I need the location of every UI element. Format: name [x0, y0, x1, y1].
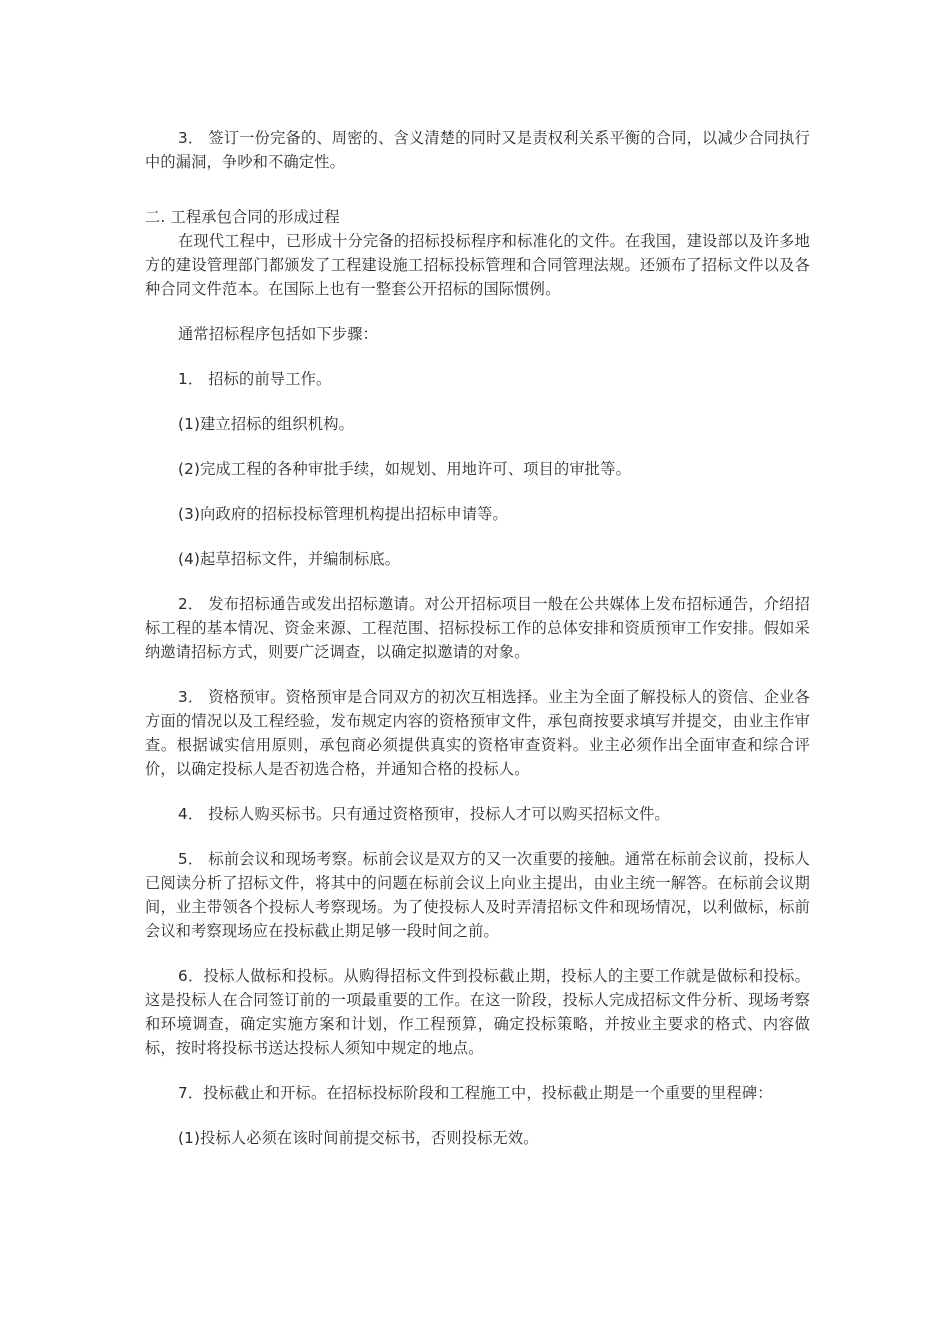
- section-heading: 二. 工程承包合同的形成过程: [145, 208, 340, 226]
- paragraph-item-3-contract: 3． 签订一份完备的、周密的、含义清楚的同时又是责权利关系平衡的合同，以减少合同执行中的漏洞，争吵和不确定性。: [145, 129, 810, 171]
- list-item-step-7-1: (1)投标人必须在该时间前提交标书，否则投标无效。: [178, 1129, 539, 1147]
- list-item-step-1-3: (3)向政府的招标投标管理机构提出招标申请等。: [178, 505, 508, 523]
- list-item-step-1: 1． 招标的前导工作。: [178, 370, 332, 388]
- list-item-step-1-4: (4)起草招标文件，并编制标底。: [178, 550, 401, 568]
- paragraph-intro: 在现代工程中，已形成十分完备的招标投标程序和标准化的文件。在我国，建设部以及许多地方的建设管理部门都颁发了工程建设施工招标投标管理和合同管理法规。还颁布了招标文件以及各种合同文件范本。在国际上也有一整套公开招标的国际惯例。: [145, 232, 810, 298]
- spacer: [145, 195, 810, 205]
- list-item-step-6: 6．投标人做标和投标。从购得招标文件到投标截止期，投标人的主要工作就是做标和投标。这是投标人在合同签订前的一项最重要的工作。在这一阶段，投标人完成招标文件分析、现场考察和环境调查，确定实施方案和计划，作工程预算，确定投标策略，并按业主要求的格式、内容做标，按时将投标书送达投标人须知中规定的地点。: [145, 967, 810, 1057]
- list-item-step-3: 3． 资格预审。资格预审是合同双方的初次互相选择。业主为全面了解投标人的资信、企业各方面的情况以及工程经验，发布规定内容的资格预审文件，承包商按要求填写并提交，由业主作审查。根据诚实信用原则，承包商必须提供真实的资格审查资料。业主必须作出全面审查和综合评价，以确定投标人是否初选合格，并通知合格的投标人。: [145, 688, 810, 778]
- list-item-step-2: 2． 发布招标通告或发出招标邀请。对公开招标项目一般在公共媒体上发布招标通告，介绍招标工程的基本情况、资金来源、工程范围、招标投标工作的总体安排和资质预审工作安排。假如采纳邀请招标方式，则要广泛调查，以确定拟邀请的对象。: [145, 595, 810, 661]
- paragraph-steps-intro: 通常招标程序包括如下步骤：: [178, 325, 379, 343]
- list-item-step-1-1: (1)建立招标的组织机构。: [178, 415, 354, 433]
- list-item-step-1-2: (2)完成工程的各种审批手续，如规划、用地许可、项目的审批等。: [178, 460, 631, 478]
- list-item-step-7: 7．投标截止和开标。在招标投标阶段和工程施工中，投标截止期是一个重要的里程碑：: [178, 1084, 773, 1102]
- document-body: [145, 126, 810, 1150]
- list-item-step-4: 4． 投标人购买标书。只有通过资格预审，投标人才可以购买招标文件。: [178, 805, 670, 823]
- list-item-step-5: 5． 标前会议和现场考察。标前会议是双方的又一次重要的接触。通常在标前会议前，投标人已阅读分析了招标文件，将其中的问题在标前会议上向业主提出，由业主统一解答。在标前会议期间，业主带领各个投标人考察现场。为了使投标人及时弄清招标文件和现场情况，以利做标，标前会议和考察现场应在投标截止期足够一段时间之前。: [145, 850, 810, 940]
